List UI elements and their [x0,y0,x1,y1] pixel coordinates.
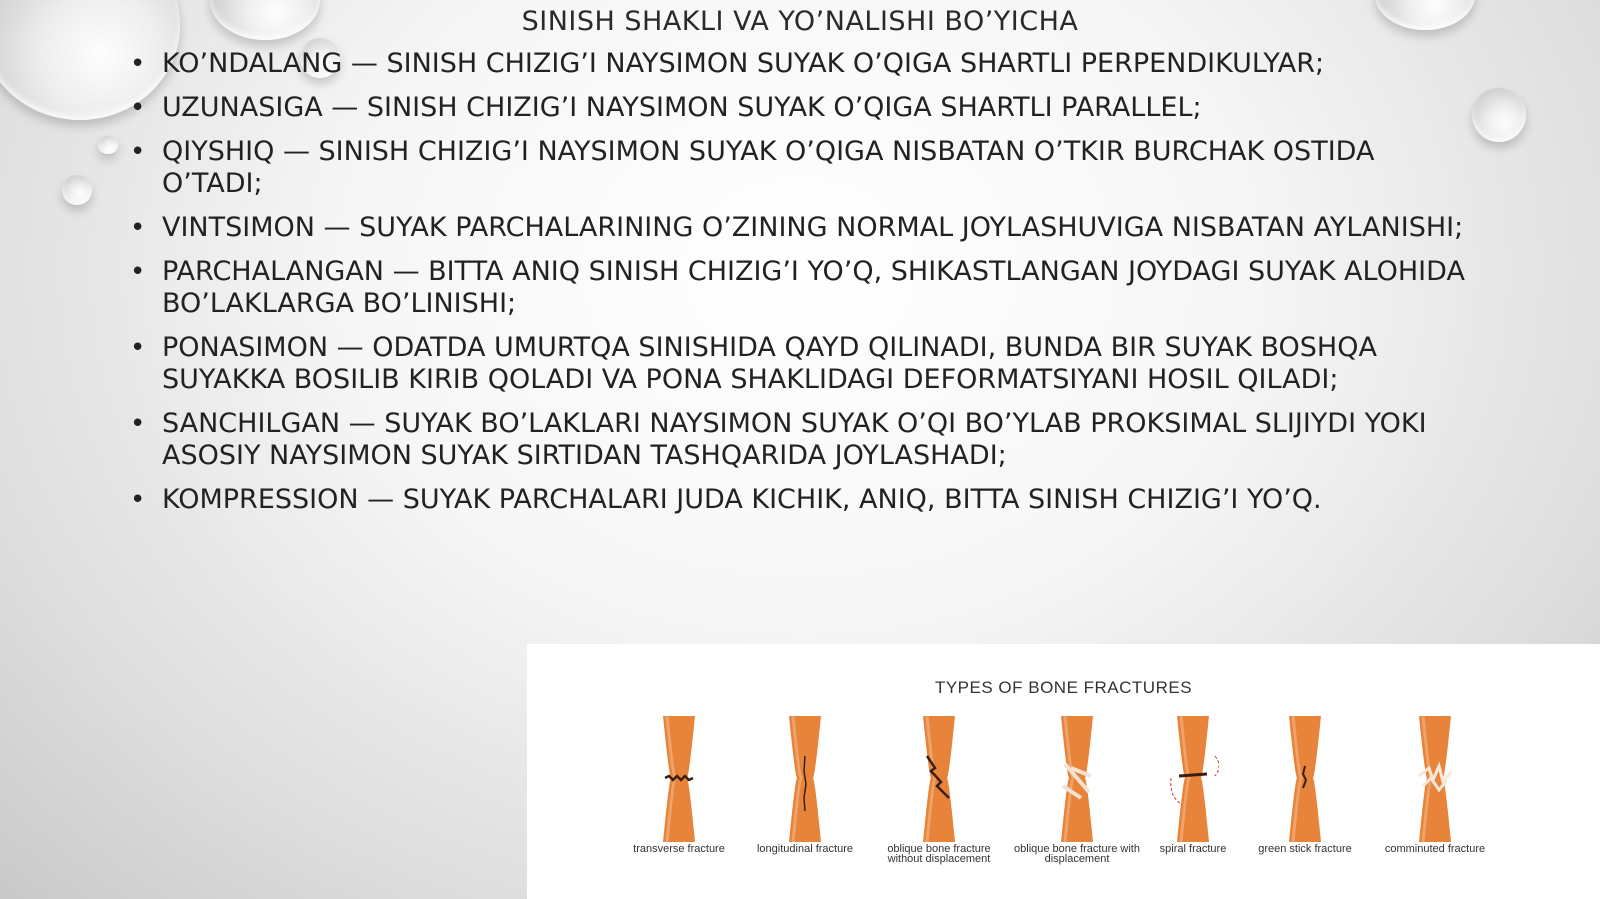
slide-title: SINISH SHAKLI VA YO’NALISHI BO’YICHA [521,6,1079,37]
bone-greenstick [1240,716,1370,854]
water-drop-decoration [62,175,92,205]
bone-icon [1167,716,1219,842]
water-drop-decoration [98,136,118,154]
fracture-label: green stick fracture [1258,843,1352,855]
bullet-item: • PONASIMON — ODATDA UMURTQA SINISHIDA QAYD QILINADI, BUNDA BIR SUYAK BOSHQA SUYAKKA BOSILIB KIRIB QOLADI VA PONA SHAKLIDAGI DEFORMATSIYANI HOSIL QILADI; [130,332,1470,396]
bone-fractures-figure [527,644,1600,899]
bone-icon [1051,716,1103,842]
fracture-label: spiral fracture [1159,843,1227,855]
bullet-item: • UZUNASIGA — SINISH CHIZIG’I NAYSIMON SUYAK O’QIGA SHARTLI PARALLEL; [130,92,1470,124]
bone-icon [1279,716,1331,842]
bone-icon [913,716,965,842]
fracture-label: oblique bone fracture with displacement [1014,843,1140,865]
bullet-item: • KO’NDALANG — SINISH CHIZIG’I NAYSIMON SUYAK O’QIGA SHARTLI PERPENDIKULYAR; [130,48,1470,80]
bullet-item: • VINTSIMON — SUYAK PARCHALARINING O’ZINING NORMAL JOYLASHUVIGA NISBATAN AYLANISHI; [130,212,1470,244]
figure-title: TYPES OF BONE FRACTURES [934,678,1193,697]
bullet-item: • SANCHILGAN — SUYAK BO’LAKLARI NAYSIMON SUYAK O’QI BO’YLAB PROKSIMAL SLIJIYDI YOKI ASOSIY NAYSIMON SUYAK SIRTIDAN TASHQARIDA JOYLASHADI; [130,408,1470,472]
bullet-item: • PARCHALANGAN — BITTA ANIQ SINISH CHIZIG’I YO’Q, SHIKASTLANGAN JOYDAGI SUYAK ALOHIDA BO’LAKLARGA BO’LINISHI; [130,256,1470,320]
fracture-label: longitudinal fracture [756,843,853,855]
bullet-item: • QIYSHIQ — SINISH CHIZIG’I NAYSIMON SUYAK O’QIGA NISBATAN O’TKIR BURCHAK OSTIDA O’TADI; [130,136,1470,200]
bullet-item: • KOMPRESSION — SUYAK PARCHALARI JUDA KICHIK, ANIQ, BITTA SINISH CHIZIG’I YO’Q. [130,484,1470,516]
bone-comminuted [1370,716,1500,854]
bone-icon [779,716,831,842]
bone-icon [653,716,705,842]
bullet-list [130,48,1470,528]
fracture-label: comminuted fracture [1384,843,1486,855]
bone-icon [1409,716,1461,842]
bone-spiral [1128,716,1258,854]
water-drop-decoration [1472,88,1526,142]
bone-oblique [874,716,1004,864]
fracture-label: transverse fracture [633,843,725,855]
bone-longitudinal [740,716,870,854]
bone-transverse [614,716,744,854]
bone-oblique-displaced [1012,716,1142,864]
fracture-label: oblique bone fracture without displacement [887,843,991,865]
